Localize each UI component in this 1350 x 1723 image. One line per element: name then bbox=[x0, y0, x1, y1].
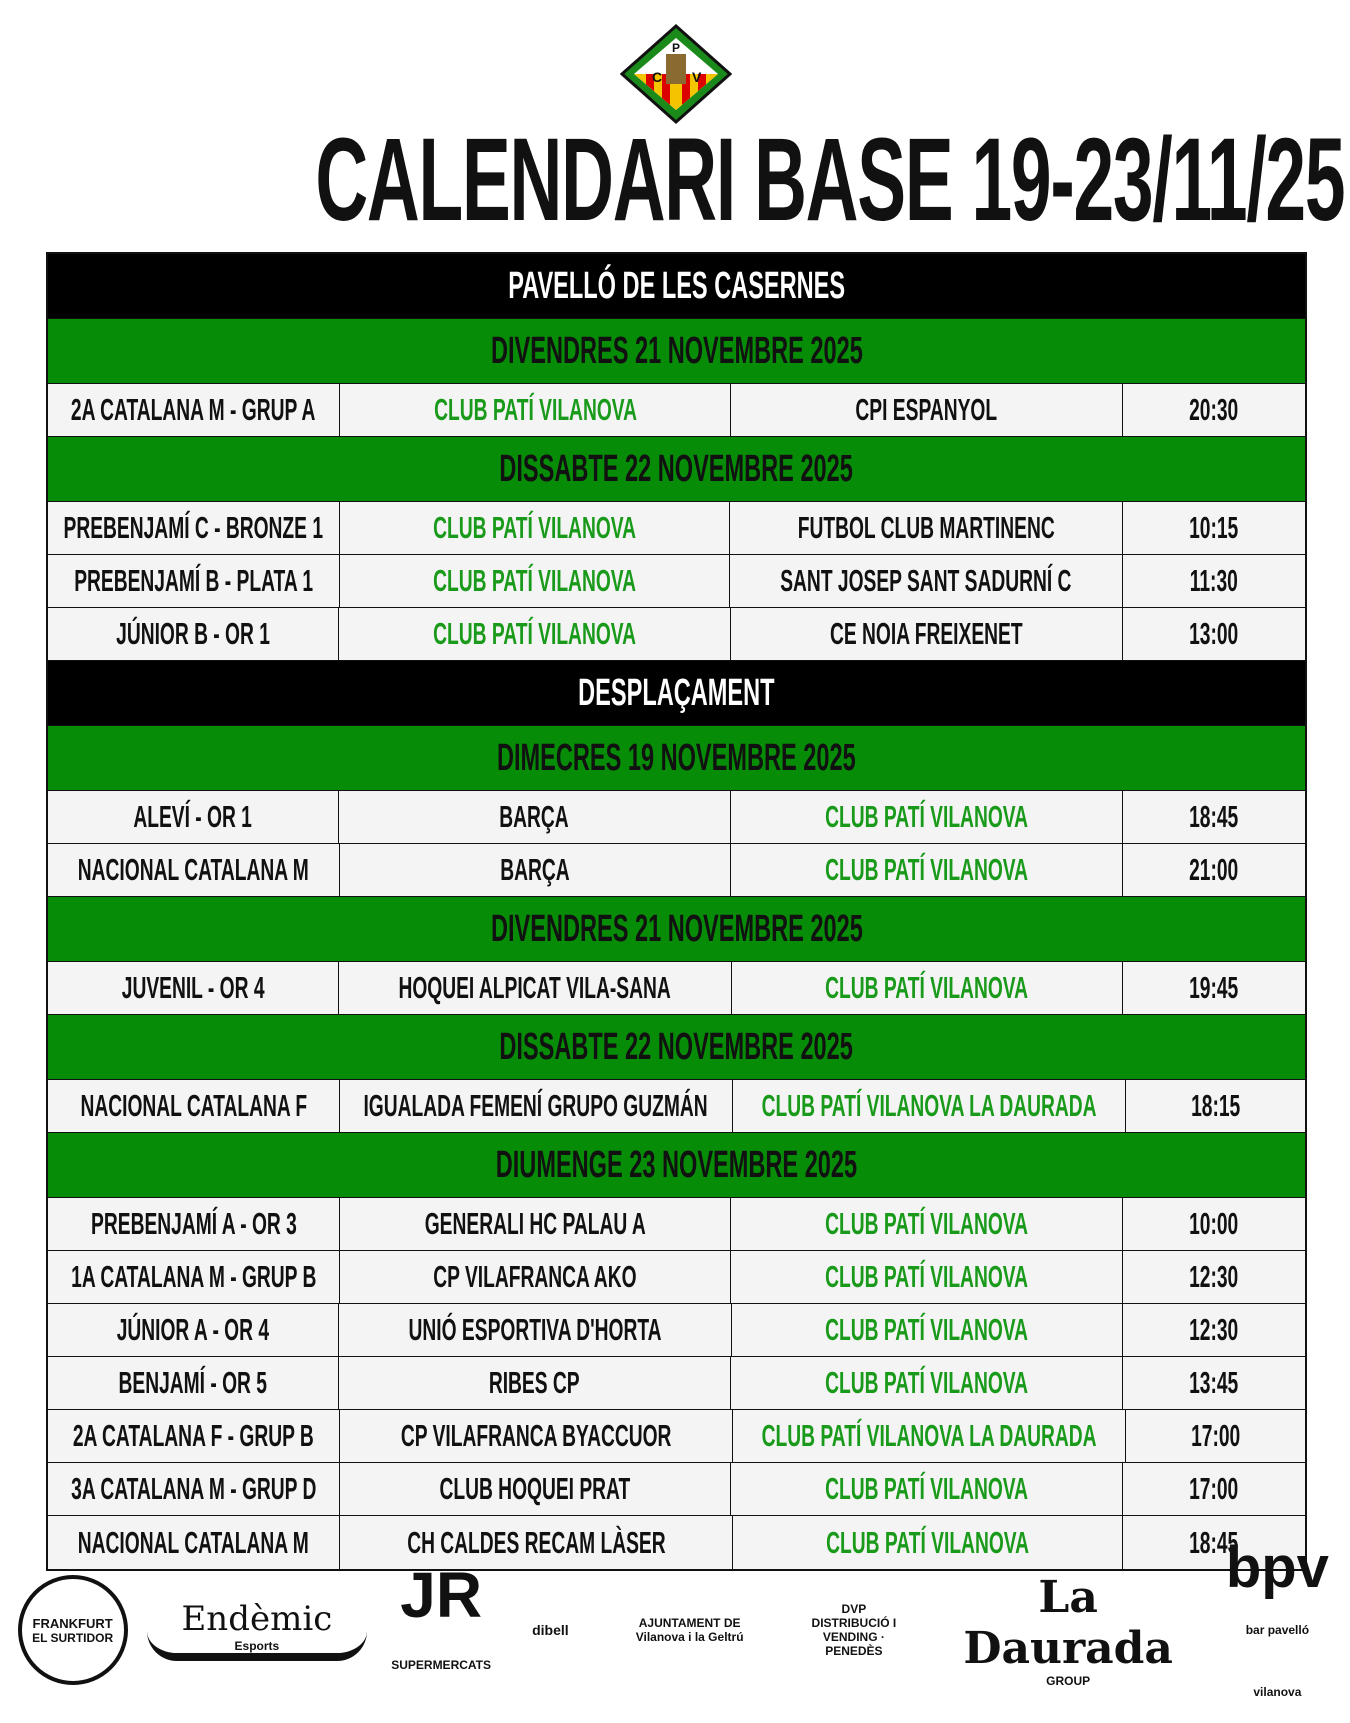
category: JUVENIL - OR 4 bbox=[121, 970, 265, 1005]
away-team-cell bbox=[731, 1251, 1122, 1303]
sponsor-logo bbox=[794, 1602, 914, 1658]
time-cell bbox=[1126, 1410, 1305, 1462]
home-team: BARÇA bbox=[499, 799, 570, 834]
time-cell bbox=[1123, 384, 1305, 436]
category-cell bbox=[48, 502, 340, 554]
match-time: 12:30 bbox=[1189, 1259, 1239, 1294]
away-team: CLUB PATÍ VILANOVA bbox=[825, 1471, 1029, 1506]
away-team-cell bbox=[731, 608, 1123, 660]
match-time: 17:00 bbox=[1190, 1418, 1241, 1453]
match-row bbox=[48, 1463, 1305, 1516]
schedule-table bbox=[46, 252, 1307, 1571]
match-row bbox=[48, 1304, 1305, 1357]
date-header bbox=[48, 897, 1305, 962]
category-cell bbox=[48, 962, 339, 1014]
home-team-cell bbox=[340, 502, 730, 554]
sponsor-logo bbox=[18, 1575, 128, 1685]
date-title: DIUMENGE 23 NOVEMBRE 2025 bbox=[495, 1143, 858, 1186]
home-team: IGUALADA FEMENÍ GRUPO GUZMÁN bbox=[363, 1088, 709, 1123]
match-row bbox=[48, 502, 1305, 555]
category-cell bbox=[48, 608, 339, 660]
home-team-cell bbox=[340, 1251, 731, 1303]
away-team-cell bbox=[731, 791, 1123, 843]
category: JÚNIOR B - OR 1 bbox=[116, 616, 270, 651]
away-team-cell bbox=[730, 502, 1123, 554]
away-team-cell bbox=[731, 1198, 1122, 1250]
home-team: CP VILAFRANCA BYACCUOR bbox=[400, 1418, 672, 1453]
home-team: RIBES CP bbox=[489, 1365, 580, 1400]
away-team: CPI ESPANYOL bbox=[855, 392, 998, 427]
sponsor-name: La Daurada bbox=[963, 1572, 1173, 1674]
time-cell bbox=[1123, 608, 1305, 660]
page-title-text: CALENDARI BASE 19-23/11/25 bbox=[315, 114, 1345, 246]
away-team: CLUB PATÍ VILANOVA bbox=[825, 852, 1029, 887]
match-time: 20:30 bbox=[1189, 392, 1239, 427]
svg-text:C: C bbox=[652, 69, 663, 85]
away-team: CLUB PATÍ VILANOVA bbox=[826, 1524, 1030, 1560]
category-cell bbox=[48, 791, 339, 843]
sponsor-name: FRANKFURT bbox=[32, 1615, 113, 1631]
home-team: CH CALDES RECAM LÀSER bbox=[406, 1524, 666, 1560]
away-team-cell bbox=[730, 555, 1123, 607]
home-team: CLUB PATÍ VILANOVA bbox=[433, 510, 637, 545]
category: JÚNIOR A - OR 4 bbox=[116, 1312, 269, 1347]
venue-title: DESPLAÇAMENT bbox=[578, 671, 775, 714]
time-cell bbox=[1123, 844, 1305, 896]
away-team: CE NOIA FREIXENET bbox=[829, 616, 1023, 651]
home-team-cell bbox=[340, 844, 731, 896]
category: NACIONAL CATALANA M bbox=[78, 1524, 309, 1560]
sponsor-name: DVP bbox=[841, 1602, 867, 1616]
match-row bbox=[48, 1198, 1305, 1251]
away-team-cell bbox=[732, 1304, 1123, 1356]
time-cell bbox=[1123, 791, 1305, 843]
away-team-cell bbox=[731, 1357, 1123, 1409]
away-team: CLUB PATÍ VILANOVA bbox=[825, 1206, 1029, 1241]
time-cell bbox=[1123, 1304, 1305, 1356]
away-team-cell bbox=[731, 1463, 1122, 1515]
home-team-cell bbox=[340, 1080, 733, 1132]
home-team: CLUB PATÍ VILANOVA bbox=[433, 616, 636, 651]
date-title: DISSABTE 22 NOVEMBRE 2025 bbox=[499, 1025, 854, 1068]
sponsor-subtitle: Esports bbox=[234, 1639, 280, 1653]
date-title: DIMECRES 19 NOVEMBRE 2025 bbox=[497, 736, 856, 779]
home-team: CLUB PATÍ VILANOVA bbox=[433, 563, 637, 598]
away-team: CLUB PATÍ VILANOVA bbox=[825, 1259, 1029, 1294]
venue-title: PAVELLÓ DE LES CASERNES bbox=[508, 264, 845, 307]
match-row bbox=[48, 1516, 1305, 1569]
sponsor-name: dibell bbox=[532, 1622, 569, 1638]
home-team-cell bbox=[340, 1198, 731, 1250]
venue-header bbox=[48, 254, 1305, 319]
away-team: FUTBOL CLUB MARTINENC bbox=[797, 510, 1055, 545]
away-team: CLUB PATÍ VILANOVA bbox=[825, 1312, 1029, 1347]
sponsor-logo bbox=[386, 1560, 496, 1700]
away-team-cell bbox=[733, 1516, 1123, 1569]
category-cell bbox=[48, 1251, 340, 1303]
home-team: GENERALI HC PALAU A bbox=[424, 1206, 646, 1241]
match-row bbox=[48, 962, 1305, 1015]
date-title: DIVENDRES 21 NOVEMBRE 2025 bbox=[490, 907, 863, 950]
date-header bbox=[48, 726, 1305, 791]
date-title: DIVENDRES 21 NOVEMBRE 2025 bbox=[490, 329, 863, 372]
match-row bbox=[48, 1251, 1305, 1304]
time-cell bbox=[1123, 502, 1305, 554]
page-title bbox=[0, 114, 1350, 246]
date-title: DISSABTE 22 NOVEMBRE 2025 bbox=[499, 447, 854, 490]
away-team-cell bbox=[731, 384, 1122, 436]
date-header bbox=[48, 1015, 1305, 1080]
match-time: 17:00 bbox=[1189, 1471, 1239, 1506]
match-time: 18:45 bbox=[1189, 1524, 1239, 1560]
sponsor-name: JR bbox=[400, 1559, 483, 1631]
category-cell bbox=[48, 555, 340, 607]
away-team-cell bbox=[733, 1080, 1126, 1132]
time-cell bbox=[1123, 1198, 1305, 1250]
match-time: 19:45 bbox=[1189, 970, 1239, 1005]
category-cell bbox=[48, 1410, 340, 1462]
home-team-cell bbox=[340, 1410, 733, 1462]
time-cell bbox=[1126, 1080, 1305, 1132]
match-row bbox=[48, 1410, 1305, 1463]
away-team-cell bbox=[733, 1410, 1126, 1462]
home-team: CP VILAFRANCA AKO bbox=[433, 1259, 637, 1294]
category-cell bbox=[48, 844, 340, 896]
away-team-cell bbox=[732, 962, 1123, 1014]
category-cell bbox=[48, 1463, 340, 1515]
time-cell bbox=[1123, 1251, 1305, 1303]
category: PREBENJAMÍ A - OR 3 bbox=[90, 1206, 297, 1241]
category: NACIONAL CATALANA F bbox=[80, 1088, 307, 1123]
match-time: 13:45 bbox=[1189, 1365, 1239, 1400]
match-time: 10:15 bbox=[1189, 510, 1239, 545]
time-cell bbox=[1123, 1463, 1305, 1515]
category: 3A CATALANA M - GRUP D bbox=[70, 1471, 317, 1506]
sponsor-subtitle: EL SURTIDOR bbox=[32, 1630, 114, 1645]
match-row bbox=[48, 791, 1305, 844]
match-time: 13:00 bbox=[1189, 616, 1239, 651]
club-crest-logo bbox=[620, 24, 732, 124]
match-time: 11:30 bbox=[1190, 563, 1239, 598]
category-cell bbox=[48, 384, 340, 436]
away-team: CLUB PATÍ VILANOVA LA DAURADA bbox=[761, 1418, 1097, 1453]
sponsor-name: Endèmic bbox=[181, 1599, 333, 1639]
home-team-cell bbox=[339, 791, 731, 843]
match-time: 18:15 bbox=[1190, 1088, 1241, 1123]
date-header bbox=[48, 437, 1305, 502]
home-team: CLUB HOQUEI PRAT bbox=[439, 1471, 631, 1506]
home-team-cell bbox=[339, 608, 731, 660]
home-team: BARÇA bbox=[500, 852, 570, 887]
match-time: 10:00 bbox=[1189, 1206, 1239, 1241]
category-cell bbox=[48, 1080, 340, 1132]
category: ALEVÍ - OR 1 bbox=[133, 799, 253, 834]
category-cell bbox=[48, 1357, 339, 1409]
sponsor-subtitle: GROUP bbox=[1046, 1674, 1091, 1688]
svg-text:P: P bbox=[672, 41, 681, 55]
sponsor-subtitle: SUPERMERCATS bbox=[391, 1658, 492, 1672]
date-header bbox=[48, 319, 1305, 384]
category-cell bbox=[48, 1516, 340, 1569]
category: 2A CATALANA F - GRUP B bbox=[73, 1418, 314, 1453]
category-cell bbox=[48, 1304, 339, 1356]
home-team-cell bbox=[340, 1463, 731, 1515]
sponsor-name: AJUNTAMENT DE bbox=[638, 1616, 741, 1630]
category: 2A CATALANA M - GRUP A bbox=[71, 392, 316, 427]
category: PREBENJAMÍ B - PLATA 1 bbox=[74, 563, 313, 598]
time-cell bbox=[1123, 1357, 1305, 1409]
category: 1A CATALANA M - GRUP B bbox=[70, 1259, 317, 1294]
home-team-cell bbox=[339, 1357, 731, 1409]
time-cell bbox=[1123, 962, 1305, 1014]
away-team: CLUB PATÍ VILANOVA bbox=[824, 1365, 1028, 1400]
home-team: HOQUEI ALPICAT VILA-SANA bbox=[398, 970, 671, 1005]
match-time: 12:30 bbox=[1189, 1312, 1239, 1347]
home-team: CLUB PATÍ VILANOVA bbox=[433, 392, 637, 427]
away-team: CLUB PATÍ VILANOVA bbox=[824, 799, 1028, 834]
time-cell bbox=[1123, 555, 1305, 607]
date-header bbox=[48, 1133, 1305, 1198]
away-team: CLUB PATÍ VILANOVA bbox=[825, 970, 1029, 1005]
sponsor-subtitle: bar pavelló vilanova bbox=[1245, 1623, 1310, 1699]
svg-text:V: V bbox=[692, 69, 702, 85]
sponsor-logo bbox=[515, 1622, 585, 1638]
match-row bbox=[48, 1080, 1305, 1133]
category-cell bbox=[48, 1198, 340, 1250]
venue-header bbox=[48, 661, 1305, 726]
match-row bbox=[48, 608, 1305, 661]
home-team-cell bbox=[339, 962, 732, 1014]
sponsor-logo bbox=[933, 1572, 1203, 1688]
home-team-cell bbox=[340, 555, 730, 607]
match-row bbox=[48, 844, 1305, 897]
sponsor-logo bbox=[147, 1599, 367, 1661]
match-time: 21:00 bbox=[1189, 852, 1239, 887]
sponsor-subtitle: Vilanova i la Geltrú bbox=[635, 1630, 744, 1644]
sponsor-name: bpv bbox=[1225, 1535, 1329, 1600]
match-row bbox=[48, 384, 1305, 437]
sponsor-subtitle: DISTRIBUCIÓ I VENDING · PENEDÈS bbox=[811, 1616, 897, 1658]
category: NACIONAL CATALANA M bbox=[78, 852, 309, 887]
match-row bbox=[48, 1357, 1305, 1410]
sponsor-logo bbox=[1222, 1537, 1332, 1723]
home-team: UNIÓ ESPORTIVA D'HORTA bbox=[408, 1312, 662, 1347]
category: PREBENJAMÍ C - BRONZE 1 bbox=[63, 510, 324, 545]
home-team-cell bbox=[340, 384, 731, 436]
match-time: 18:45 bbox=[1189, 799, 1239, 834]
home-team-cell bbox=[339, 1304, 732, 1356]
away-team: CLUB PATÍ VILANOVA LA DAURADA bbox=[761, 1088, 1097, 1123]
sponsor-logo bbox=[605, 1616, 775, 1644]
match-row bbox=[48, 555, 1305, 608]
away-team-cell bbox=[731, 844, 1122, 896]
away-team: SANT JOSEP SANT SADURNÍ C bbox=[780, 563, 1072, 598]
category: BENJAMÍ - OR 5 bbox=[118, 1365, 268, 1400]
